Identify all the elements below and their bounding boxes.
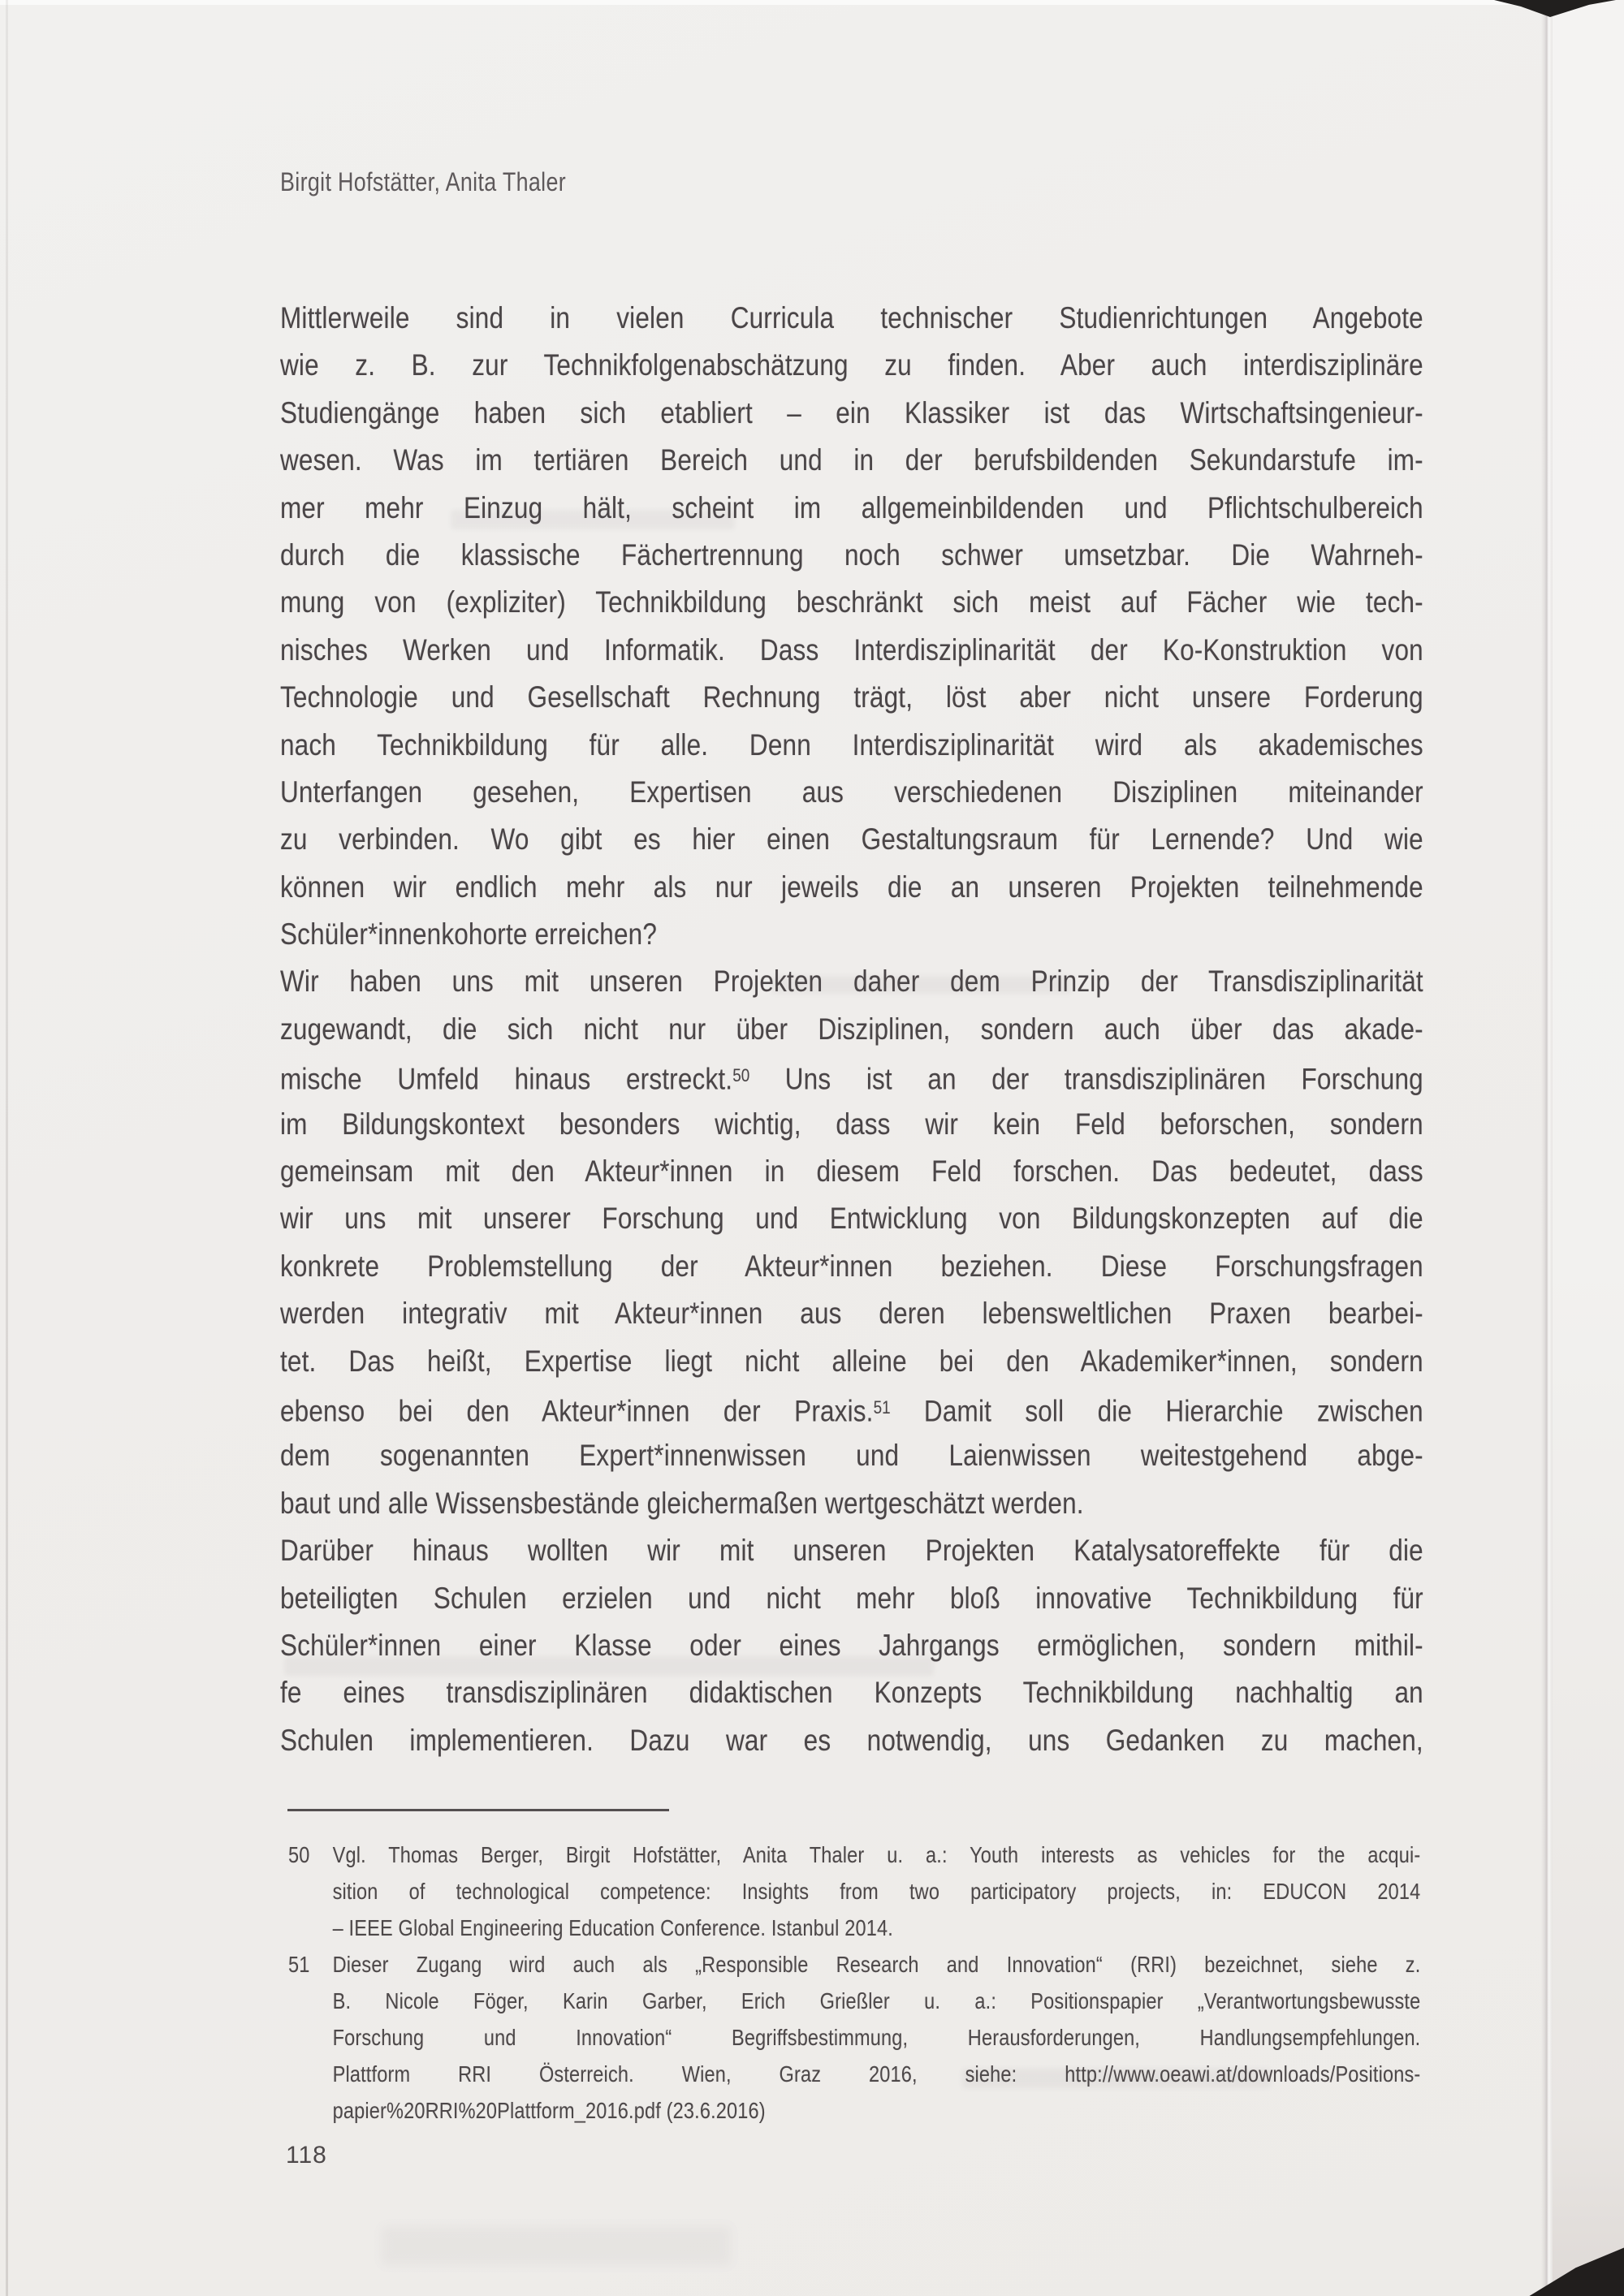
footnotes	[288, 1836, 1420, 2129]
body-text-line: beteiligten Schulen erzielen und nicht mehr bloß innovative Technikbildung für	[280, 1580, 1423, 1615]
footnote-line: – IEEE Global Engineering Education Conference. Istanbul 2014.	[332, 1915, 893, 1940]
body-text-line: dem sogenannten Expert*innenwissen und Laienwissen weitestgehend abge-	[280, 1438, 1423, 1473]
body-text-line: können wir endlich mehr als nur jeweils die an unseren Projekten teilnehmende	[280, 869, 1423, 904]
footnote-marker: 51	[873, 1396, 891, 1418]
footnote	[288, 1836, 1420, 1946]
facing-page-edge	[1553, 0, 1624, 2296]
body-text-line: im Bildungskontext besonders wichtig, dass wir kein Feld beforschen, sondern	[280, 1106, 1423, 1141]
body-text-line: Unterfangen gesehen, Expertisen aus verschiedenen Disziplinen miteinander	[280, 774, 1423, 809]
body-text-line: zu verbinden. Wo gibt es hier einen Gestaltungsraum für Lernende? Und wie	[280, 822, 1423, 857]
body-text-line: Schüler*innen einer Klasse oder eines Jahrgangs ermöglichen, sondern mithil-	[280, 1627, 1423, 1662]
body-text-line: Wir haben uns mit unseren Projekten daher dem Prinzip der Transdisziplinarität	[280, 964, 1423, 999]
footnote-number: 51	[288, 1952, 310, 1977]
footnote-line: Dieser Zugang wird auch als „Responsible Research and Innovation“ (RRI) bezeichnet, siehe z.	[332, 1952, 1421, 1977]
body-text-line: durch die klassische Fächertrennung noch schwer umsetzbar. Die Wahrneh-	[280, 537, 1423, 572]
body-text-line: wie z. B. zur Technikfolgenabschätzung zu finden. Aber auch interdisziplinäre	[280, 347, 1423, 382]
running-header: Birgit Hofstätter, Anita Thaler	[280, 167, 567, 196]
body-text-line: baut und alle Wissensbestände gleichermaßen wertgeschätzt werden.	[280, 1485, 1084, 1520]
body-text-line: gemeinsam mit den Akteur*innen in diesem Feld forschen. Das bedeutet, dass	[280, 1154, 1423, 1189]
body-text-line: konkrete Problemstellung der Akteur*innen beziehen. Diese Forschungsfragen	[280, 1248, 1423, 1283]
body-text-line: nach Technikbildung für alle. Denn Interdisziplinarität wird als akademisches	[280, 727, 1423, 762]
body-text-line: mische Umfeld hinaus erstreckt.$^{50}$ Uns ist an der transdisziplinären Forschung	[280, 1061, 1423, 1096]
body-text-line: mung von (expliziter) Technikbildung beschränkt sich meist auf Fächer wie tech-	[280, 585, 1423, 619]
footnote-line: sition of technological competence: Insights from two participatory projects, in: EDUCON 2014	[332, 1879, 1421, 1904]
body-text-line: wesen. Was im tertiären Bereich und in der berufsbildenden Sekundarstufe im-	[280, 442, 1423, 477]
body-text-line: Studiengänge haben sich etabliert – ein Klassiker ist das Wirtschaftsingenieur-	[280, 395, 1423, 429]
body-text-line: Mittlerweile sind in vielen Curricula technischer Studienrichtungen Angebote	[280, 300, 1423, 334]
scan-top-edge	[0, 0, 1624, 5]
footnote-line: B. Nicole Föger, Karin Garber, Erich Grießler u. a.: Positionspapier „Verantwortungsbewusste	[332, 1988, 1421, 2013]
body-text-line: mer mehr Einzug hält, scheint im allgemeinbildenden und Pflichtschulbereich	[280, 490, 1423, 524]
body-text-line: Schulen implementieren. Dazu war es notwendig, uns Gedanken zu machen,	[280, 1722, 1423, 1757]
body-text-line: nisches Werken und Informatik. Dass Interdisziplinarität der Ko-Konstruktion von	[280, 632, 1423, 667]
body-text-line: werden integrativ mit Akteur*innen aus deren lebensweltlichen Praxen bearbei-	[280, 1296, 1423, 1331]
body-text-line: tet. Das heißt, Expertise liegt nicht alleine bei den Akademiker*innen, sondern	[280, 1343, 1423, 1378]
body-text	[280, 294, 1423, 1763]
body-text-line: zugewandt, die sich nicht nur über Disziplinen, sondern auch über das akade-	[280, 1011, 1423, 1046]
footnote-marker: 50	[732, 1065, 750, 1086]
scan-left-edge-line	[6, 0, 8, 2296]
body-text-line: ebenso bei den Akteur*innen der Praxis.$^{51}$ Damit soll die Hierarchie zwischen	[280, 1393, 1423, 1428]
body-text-line: Technologie und Gesellschaft Rechnung trägt, löst aber nicht unsere Forderung	[280, 680, 1423, 714]
body-text-line: wir uns mit unserer Forschung und Entwicklung von Bildungskonzepten auf die	[280, 1201, 1423, 1236]
body-text-line: Schüler*innenkohorte erreichen?	[280, 917, 658, 952]
footnote-text	[333, 1836, 1421, 1946]
body-text-line: fe eines transdisziplinären didaktischen Konzepts Technikbildung nachhaltig an	[280, 1675, 1423, 1710]
footnote-line: Vgl. Thomas Berger, Birgit Hofstätter, Anita Thaler u. a.: Youth interests as vehicles for the acqui-	[332, 1842, 1421, 1867]
body-text-line: Darüber hinaus wollten wir mit unseren Projekten Katalysatoreffekte für die	[280, 1533, 1423, 1568]
footnote-line: Forschung und Innovation“ Begriffsbestimmung, Herausforderungen, Handlungsempfehlungen.	[332, 2025, 1421, 2050]
footnote	[288, 1946, 1420, 2129]
footnote-line: papier%20RRI%20Plattform_2016.pdf (23.6.2016)	[332, 2098, 766, 2123]
page-number: 118	[286, 2142, 327, 2169]
footnote-line: Plattform RRI Österreich. Wien, Graz 2016, siehe: http://www.oeawi.at/downloads/Positions-	[332, 2061, 1421, 2087]
page-crease	[1541, 0, 1553, 2296]
footnote-number: 50	[288, 1842, 310, 1867]
footnote-separator-rule	[287, 1809, 669, 1811]
footnote-text	[333, 1946, 1421, 2129]
bleed-through-smudge	[382, 2226, 731, 2265]
